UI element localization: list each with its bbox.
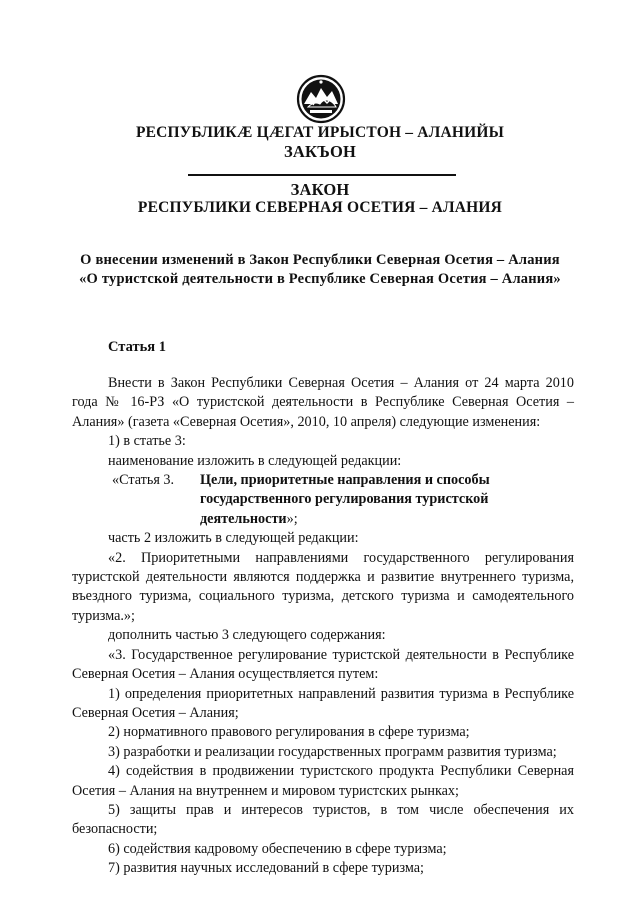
law-title-line-1: О внесении изменений в Закон Республики Северная Осетия – Алания: [80, 252, 560, 268]
article-heading: Статья 1: [108, 339, 166, 355]
article-definition-number: «Статья 3.: [112, 472, 175, 489]
paragraph: 1) в статье 3:: [108, 433, 186, 450]
list-item: 7) развития научных исследований в сфере туризма;: [108, 860, 424, 877]
law-title-line-2: «О туристской деятельности в Республике Северная Осетия – Алания»: [79, 271, 561, 287]
list-item: 5) защиты прав и интересов туристов, в том числе обеспечения их безопасности;: [72, 801, 574, 838]
header-russian-law: ЗАКОН: [290, 180, 350, 199]
list-item: 3) разработки и реализации государственных программ развития туризма;: [108, 743, 557, 760]
list-item: 6) содействия кадровому обеспечению в сфере туризма;: [108, 840, 447, 857]
header-ossetic-law: ЗАКЪОН: [283, 142, 357, 161]
paragraph: дополнить частью 3 следующего содержания:: [108, 627, 386, 644]
list-item: 1) определения приоритетных направлений развития туризма в Республике Северная Осетия – Алания;: [72, 685, 574, 721]
header-divider: [188, 174, 456, 176]
article-definition-title: Цели, приоритетные направления и способы государственного регулирования туристской деятельности: [200, 472, 490, 527]
article-body: [72, 374, 574, 879]
paragraph: наименование изложить в следующей редакции:: [108, 452, 402, 469]
article-definition-tail: »;: [286, 510, 298, 527]
header-ossetic-republic: РЕСПУБЛИКÆ ЦÆГАТ ИРЫСТОН – АЛАНИЙЫ: [135, 124, 505, 141]
article-definition: [112, 471, 574, 529]
list-item: 2) нормативного правового регулирования в сфере туризма;: [108, 724, 470, 741]
header-russian-republic: РЕСПУБЛИКИ СЕВЕРНАЯ ОСЕТИЯ – АЛАНИЯ: [137, 199, 503, 216]
paragraph: Внести в Закон Республики Северная Осетия – Алания от 24 марта 2010 года № 16-РЗ «О туристской деятельности в Республике Северная Осетия – Алания» (газета «Северная Осетия», 2010, 10 апреля) следующие изменения:: [72, 375, 574, 430]
list-item: 4) содействия в продвижении туристского продукта Республики Северная Осетия – Алания на внутреннем и мировом туристских рынках;: [72, 763, 574, 799]
coat-of-arms-icon: [296, 74, 346, 124]
paragraph: «3. Государственное регулирование туристской деятельности в Республике Северная Осетия – Алания осуществляется путем:: [72, 646, 574, 683]
paragraph: часть 2 изложить в следующей редакции:: [108, 530, 359, 547]
article-definition-text: [200, 471, 574, 529]
paragraph: «2. Приоритетными направлениями государственного регулирования туристской деятельности являются поддержка и развитие внутреннего туризма, въездного туризма, социального туризма, детского туризма и самодеятельного туризма.»;: [72, 549, 574, 624]
